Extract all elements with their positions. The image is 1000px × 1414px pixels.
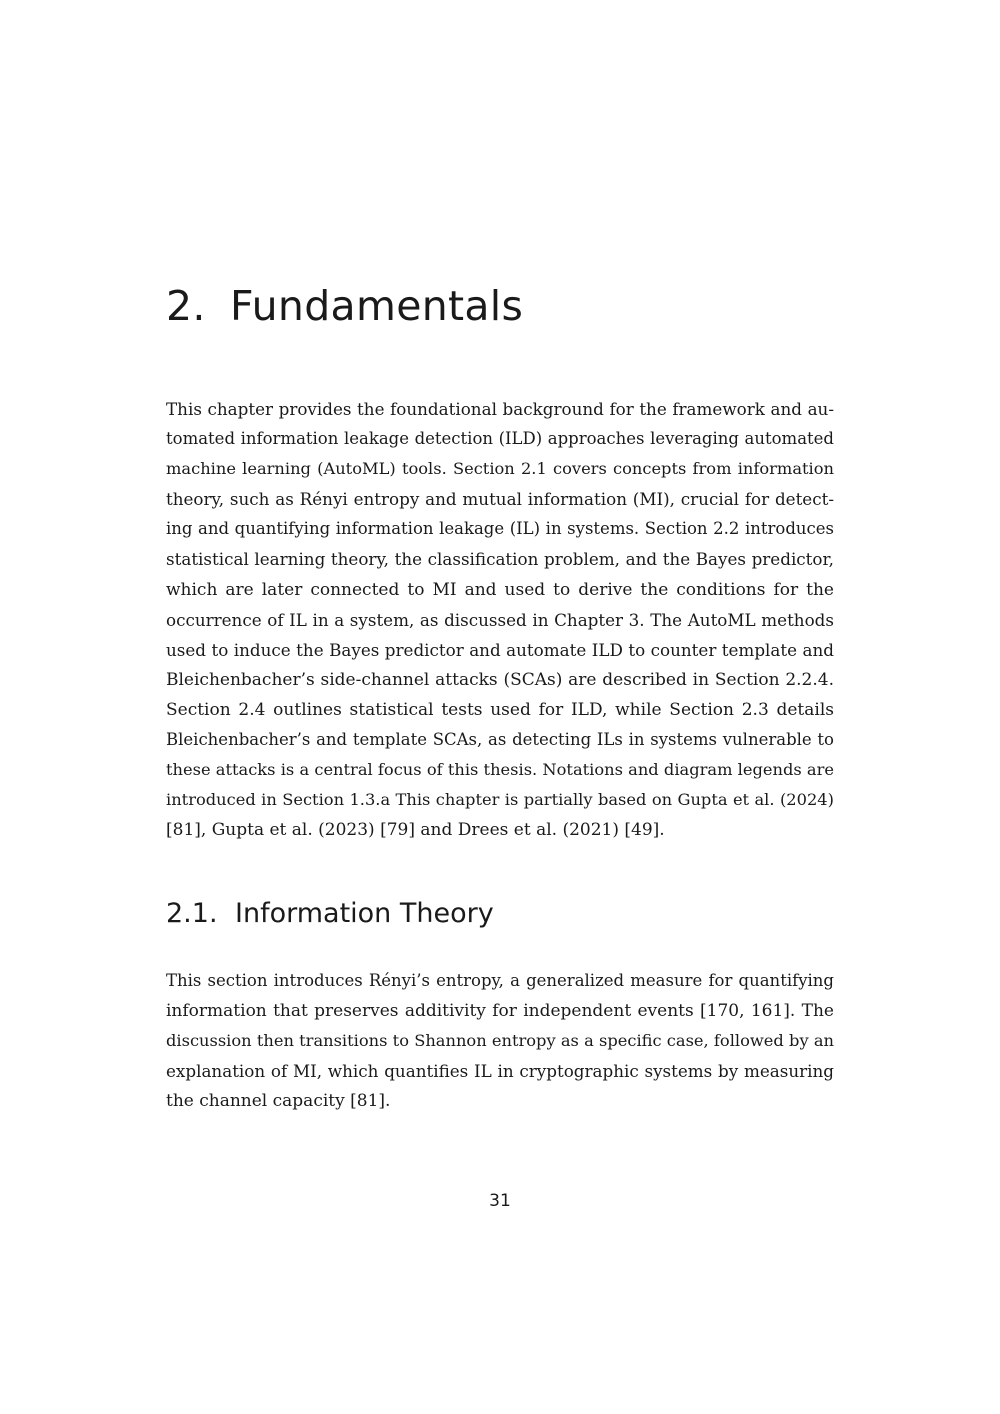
text-line: introduced in Section 1.3.a This chapter is partially based on Gupta et al. (2024) [166,790,834,810]
text-line: explanation of MI, which quantifies IL in cryptographic systems by measuring [166,1061,834,1082]
text-line: ing and quantifying information leakage (IL) in systems. Section 2.2 introduces [166,519,834,539]
text-line: Bleichenbacher’s side-channel attacks (SCAs) are described in Section 2.2.4. [166,669,834,690]
section-number: 2.1. [166,898,218,929]
text-line: statistical learning theory, the classification problem, and the Bayes predictor, [166,549,834,570]
text-line: used to induce the Bayes predictor and automate ILD to counter template and [166,639,834,660]
text-line: Bleichenbacher’s and template SCAs, as detecting ILs in systems vulnerable to [166,730,834,750]
section-heading [166,895,866,933]
text-line: which are later connected to MI and used to derive the conditions for the [166,579,834,600]
text-line: tomated information leakage detection (ILD) approaches leveraging automated [166,429,834,449]
text-line: the channel capacity [81]. [166,1091,391,1112]
text-line: theory, such as Rényi entropy and mutual information (MI), crucial for detect- [166,489,834,510]
chapter-number: 2. [166,282,206,330]
text-line: information that preserves additivity for independent events [170, 161]. The [166,1001,834,1022]
intro-paragraph [166,394,834,845]
text-line: discussion then transitions to Shannon entropy as a specific case, followed by an [166,1031,834,1051]
text-line: [81], Gupta et al. (2023) [79] and Drees et al. (2021) [49]. [166,820,665,841]
section-title: Information Theory [235,898,494,929]
text-line: occurrence of IL in a system, as discussed in Chapter 3. The AutoML methods [166,609,834,630]
chapter-heading [166,278,866,334]
text-line: these attacks is a central focus of this thesis. Notations and diagram legends are [166,760,834,780]
section-paragraph [166,966,834,1116]
text-line: This section introduces Rényi’s entropy, a generalized measure for quantifying [166,971,834,990]
page-number: 31 [489,1191,511,1211]
text-line: Section 2.4 outlines statistical tests used for ILD, while Section 2.3 details [166,699,834,720]
chapter-title: Fundamentals [230,282,524,330]
text-line: machine learning (AutoML) tools. Section 2.1 covers concepts from information [166,459,834,479]
text-line: This chapter provides the foundational background for the framework and au- [166,399,834,419]
